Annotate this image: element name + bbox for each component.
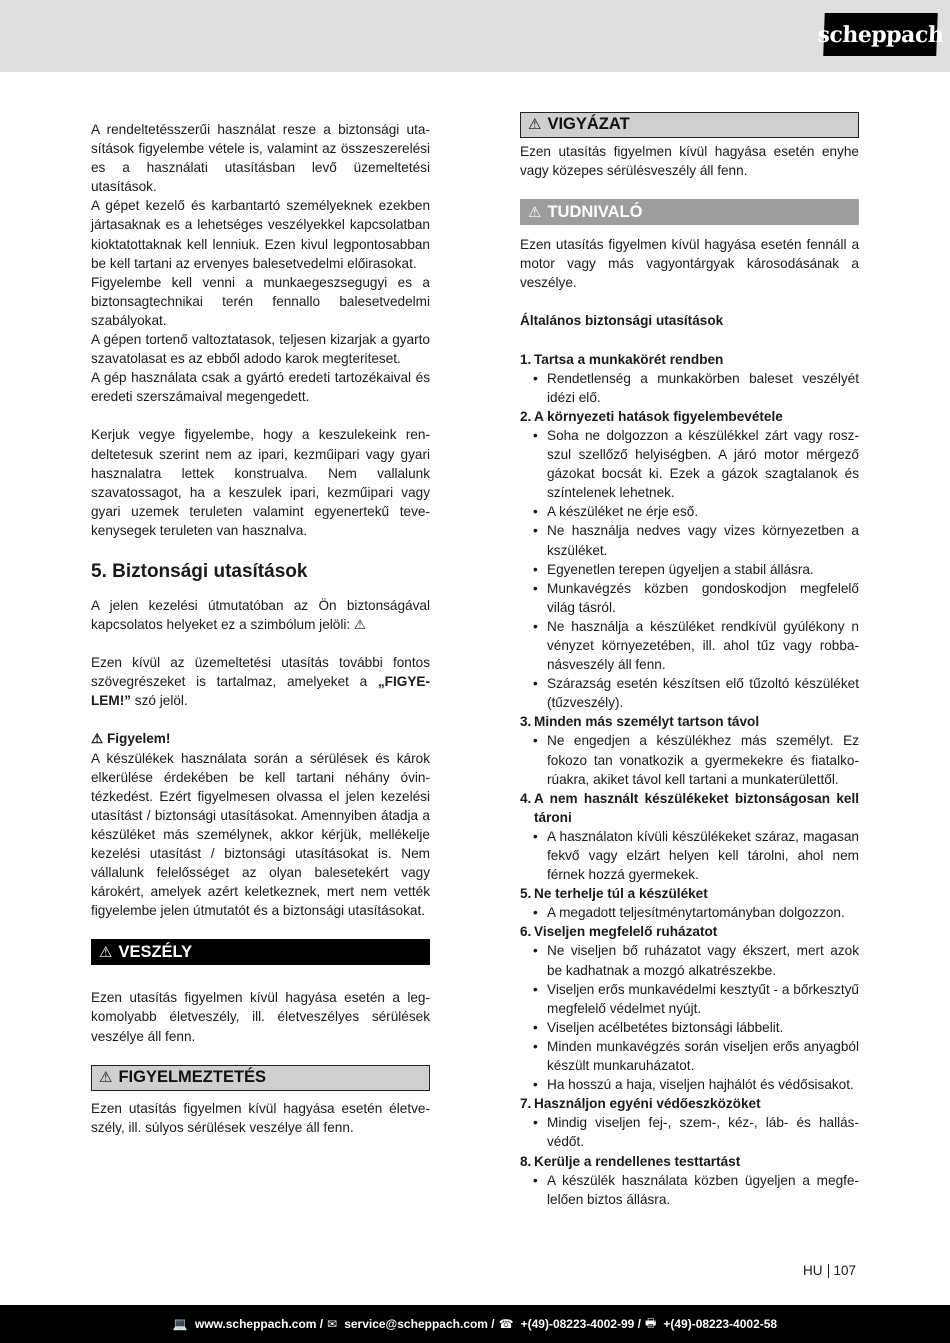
safety-item-title: 2. A környezeti hatások figyelembevétele bbox=[520, 408, 783, 424]
paragraph: A jelen kezelési útmutatóban az Ön biztonságával kapcsolatos helyeket ez a szimbólum jelöli: ⚠ bbox=[91, 597, 430, 633]
list-item: • Viseljen erős munkavédelmi kesztyűt - a bőrkesztyű megfelelő védelmet nyújt. bbox=[520, 980, 859, 1018]
warning-icon: ⚠ bbox=[99, 1069, 113, 1087]
paragraph: A készülékek használata során a sérülések és károk elkerülése érdekében be kell tartani néhány óvintézkedést. Ezért figyelmesen olvassa el jelen kezelési utasítást / biztonsági utasításokat. Amennyiben átadja a készüléket más személynek, akkor kérjük, mellékelje kezelési utasítást / biztonsági utasításokat is. Nem vállalunk felelősséget az olyan balesetekért vagy károkért, amelyek azért keletkeznek, mert nem vették figyelembe jelen útmutatót és a biztonsági utasításokat. bbox=[91, 750, 430, 919]
safety-item-title: 3. Minden más személyt tartson távol bbox=[520, 714, 760, 730]
bullet-list bbox=[520, 1171, 859, 1209]
list-item: • A készülék használata közben ügyeljen a megfelelően biztos állásra. bbox=[520, 1171, 859, 1209]
phone-icon: ☎ bbox=[498, 1317, 514, 1331]
tudnivalo-box: ⚠ TUDNIVALÓ bbox=[520, 199, 859, 225]
list-item: • Viseljen acélbetétes biztonsági lábbelit. bbox=[520, 1018, 859, 1037]
bullet-list bbox=[520, 731, 859, 788]
header-band bbox=[0, 0, 950, 72]
figyelmeztetes-box: ⚠ FIGYELMEZTETÉS bbox=[91, 1065, 430, 1091]
fax-icon: 🖶 bbox=[645, 1315, 657, 1330]
bullet-list bbox=[520, 369, 859, 407]
list-item: • A megadott teljesítménytartományban dolgozzon. bbox=[520, 903, 859, 922]
mail-icon: ✉ bbox=[327, 1317, 338, 1331]
paragraph: Ezen utasítás figyelmen kívül hagyása esetén a legkomolyabb életveszély, ill. életveszélyes sérülések veszélye áll fenn. bbox=[91, 990, 430, 1044]
vigyazat-box: ⚠ VIGYÁZAT bbox=[520, 112, 859, 138]
list-item: • Egyenetlen terepen ügyeljen a stabil állásra. bbox=[520, 560, 859, 579]
right-column bbox=[520, 112, 859, 1209]
section-title: 5. Biztonsági utasítások bbox=[91, 560, 308, 582]
paragraph: Kerjuk vegye figyelembe, hogy a keszulekeink rendeltetesuk szerint nem az ipari, kezműipari vagy gyari hasznalatra lettek konstrualva. Nem vallalunk szavatossagot, ha a keszulek ipari, kezműipari vagy gyari uzemek teruleten valamint egyenertekű tevekenysegek teruleten van hasznalva. bbox=[91, 427, 430, 538]
list-item: • Ne engedjen a készülékhez más személyt. Ez fokozo tan vonatkozik a gyermekekre és fiatalkorúakra, akiket távol kell tartani a munkaterülettől. bbox=[520, 731, 859, 788]
figyelem-title: ⚠ Figyelem! bbox=[91, 731, 171, 747]
safety-item-title: 6. Viseljen megfelelő ruházatot bbox=[520, 924, 718, 940]
safety-items bbox=[520, 350, 859, 1209]
paragraph: Ezen kívül az üzemeltetési utasítás további fontos szövegrészeket is tartalmaz, amelyeket a „FIGYELEM!” szó jelöl. bbox=[91, 655, 430, 709]
scheppach-logo: scheppach bbox=[823, 13, 938, 56]
paragraph: Figyelembe kell venni a munkaegeszsegugyi es a biztonsagtechnikai terén fennallo balesetvedelmi szabályokat. bbox=[91, 274, 430, 328]
paragraph: A gép használata csak a gyártó eredeti tartozékaival és eredeti szerszámaival megengedett. bbox=[91, 370, 430, 405]
list-item: • Soha ne dolgozzon a készülékkel zárt vagy roszszul szellőző helyiségben. A járó motor mérgező gázokat bocsát ki. Ezek a gázok szagtalanok és színtelenek lehetnek. bbox=[520, 426, 859, 502]
list-item: • Szárazság esetén készítsen elő tűzoltó készüléket (tűzveszély). bbox=[520, 674, 859, 712]
warning-icon: ⚠ bbox=[528, 116, 542, 134]
bullet-list bbox=[520, 426, 859, 712]
list-item: • Ha hosszú a haja, viseljen hajhálót és védősisakot. bbox=[520, 1075, 859, 1094]
general-title: Általános biztonsági utasítások bbox=[520, 313, 724, 329]
bullet-list bbox=[520, 827, 859, 884]
list-item: • Minden munkavégzés során viseljen erős anyagból készült munkaruházatot. bbox=[520, 1037, 859, 1075]
list-item: • Ne használja nedves vagy vizes környezetben a kszüléket. bbox=[520, 521, 859, 559]
bullet-list bbox=[520, 903, 859, 922]
paragraph: Ezen utasítás figyelmen kívül hagyása esetén fennáll a motor vagy más vagyontárgyak károsodásának a veszélye. bbox=[520, 237, 859, 291]
left-column bbox=[91, 120, 430, 1137]
warning-icon: ⚠ bbox=[99, 943, 113, 961]
list-item: • Ne viseljen bő ruházatot vagy ékszert, mert azok be kadhatnak a mozgó alkatrészekbe. bbox=[520, 941, 859, 979]
safety-item-title: 1. Tartsa a munkakörét rendben bbox=[520, 351, 724, 367]
page-number: HU 107 bbox=[803, 1263, 857, 1278]
safety-item-title: 5. Ne terhelje túl a készüléket bbox=[520, 886, 708, 902]
paragraph: A gépet kezelő és karbantartó személyeknek ezekben jártasaknak es a lehetséges veszélyekkel kapcsolatban kioktatottaknak kell lenniuk. Ezen kivul legpontosabban be kell tartani az ervenyes balesetvedelmi előirasokat. bbox=[91, 198, 430, 271]
computer-icon: 💻 bbox=[172, 1317, 188, 1331]
paragraph: Ezen utasítás figyelmen kívül hagyása esetén életveszély, ill. súlyos sérülések veszélye áll fenn. bbox=[91, 1100, 430, 1135]
list-item: • Rendetlenség a munkakörben baleset veszélyét idézi elő. bbox=[520, 369, 859, 407]
list-item: • Mindig viseljen fej-, szem-, kéz-, láb- és hallásvédőt. bbox=[520, 1113, 859, 1151]
list-item: • Munkavégzés közben gondoskodjon megfelelő világ tásról. bbox=[520, 579, 859, 617]
safety-item-title: 4. A nem használt készülékeket biztonságosan kell tároni bbox=[520, 790, 859, 825]
paragraph: A gépen tortenő valtoztatasok, teljesen kizarjak a gyarto szavatolasat es az ebből adodo karok megteriteset. bbox=[91, 332, 430, 367]
list-item: • A használaton kívüli készülékeket száraz, magasan fekvő vagy elzárt helyen kell tárolni, ahol nem férnek hozzá gyermekek. bbox=[520, 827, 859, 884]
veszely-box: ⚠ VESZÉLY bbox=[91, 939, 430, 965]
bullet-list bbox=[520, 1113, 859, 1151]
list-item: • A készüléket ne érje eső. bbox=[520, 502, 859, 521]
bullet-list bbox=[520, 941, 859, 1094]
list-item: • Ne használja a készüléket rendkívül gyúlékony n vényzet környezetében, ill. ahol tűz vagy robbanásveszély áll fenn. bbox=[520, 617, 859, 674]
warning-icon: ⚠ bbox=[528, 203, 542, 221]
safety-item-title: 8. Kerülje a rendellenes testtartást bbox=[520, 1153, 741, 1169]
paragraph: Ezen utasítás figyelmen kívül hagyása esetén enyhe vagy közepes sérülésveszély áll fenn. bbox=[520, 144, 859, 179]
safety-item-title: 7. Használjon egyéni védőeszközöket bbox=[520, 1096, 761, 1112]
paragraph: A rendeltetésszerűi használat resze a biztonsági utasítások figyelembe vétele is, valamint az összeszerelési es a használati utasításban levő üzemeltetési utasítások. bbox=[91, 122, 430, 195]
footer: 💻 www.scheppach.com / ✉ service@scheppach.com / ☎ +(49)-08223-4002-99 / 🖶 +(49)-08223-4002-58 bbox=[0, 1305, 950, 1343]
